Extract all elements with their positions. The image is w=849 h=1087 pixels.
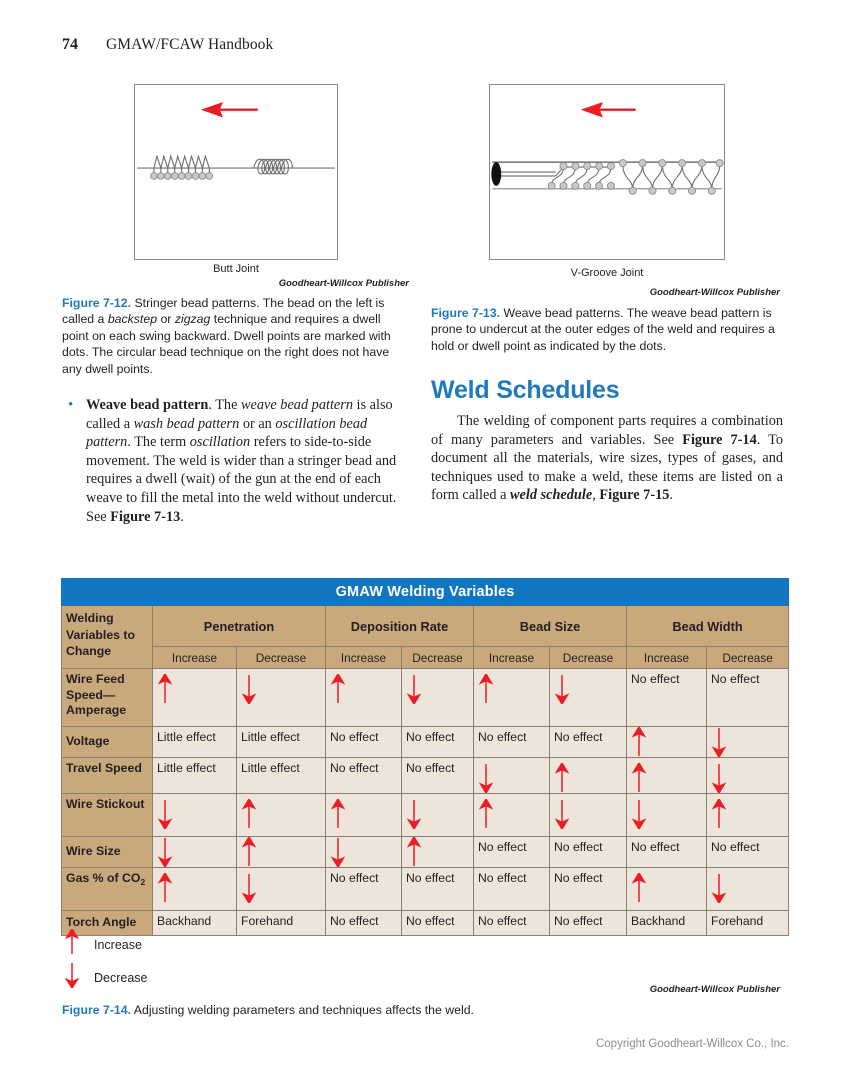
sub-header-penetration-decrease: Decrease (237, 647, 326, 669)
group-header-bead-size: Bead Size (474, 606, 627, 647)
cell-r7-c6: No effect (550, 911, 627, 936)
up-arrow-icon (64, 929, 94, 960)
weave-bead-bullet (68, 396, 412, 526)
down-arrow-icon (241, 873, 257, 903)
table-group-header-row (62, 606, 789, 647)
legend-label-increase: Increase (94, 937, 142, 952)
up-arrow-icon (478, 674, 494, 704)
down-arrow-icon (330, 837, 346, 867)
cell-r5-c7: No effect (627, 837, 707, 868)
cell-r7-c3: No effect (326, 911, 402, 936)
up-arrow-icon (631, 727, 647, 757)
row-header-wire-size: Wire Size (62, 837, 153, 868)
cell-r4-c1 (153, 794, 237, 837)
figure-7-14-caption-number: Figure 7-14. (62, 1003, 132, 1017)
down-arrow-icon (554, 674, 570, 704)
cell-r6-c6: No effect (550, 868, 627, 911)
cell-r6-c4: No effect (402, 868, 474, 911)
travel-direction-arrow (202, 103, 257, 117)
cell-r6-c3: No effect (326, 868, 402, 911)
cell-r1-c2 (237, 669, 326, 727)
down-arrow-icon (711, 727, 727, 757)
table-sub-header-row (62, 647, 789, 669)
up-arrow-icon (157, 674, 173, 704)
cell-r7-c4: No effect (402, 911, 474, 936)
cell-r4-c8 (707, 794, 789, 837)
travel-direction-arrow (582, 103, 635, 117)
cell-r1-c7: No effect (627, 669, 707, 727)
table-row (62, 794, 789, 837)
down-arrow-icon (157, 837, 173, 867)
table-row (62, 758, 789, 794)
cell-r6-c1 (153, 868, 237, 911)
weave-bead-diagram (490, 85, 724, 259)
cell-r4-c6 (550, 794, 627, 837)
cell-r4-c7 (627, 794, 707, 837)
section-heading-weld-schedules: Weld Schedules (431, 376, 620, 404)
cell-r1-c6 (550, 669, 627, 727)
up-arrow-icon (478, 799, 494, 829)
up-arrow-icon (406, 837, 422, 867)
cell-r3-c4: No effect (402, 758, 474, 794)
figure-7-14-caption (62, 1002, 662, 1018)
table-row (62, 727, 789, 758)
page-title: GMAW/FCAW Handbook (106, 36, 274, 53)
group-header-deposition-rate: Deposition Rate (326, 606, 474, 647)
up-arrow-icon (631, 763, 647, 793)
electrode-start (491, 162, 501, 186)
down-arrow-icon (631, 799, 647, 829)
up-arrow-icon (157, 873, 173, 903)
figure-7-14-caption-text: Adjusting welding parameters and techniques affects the weld. (133, 1003, 474, 1017)
cell-r2-c8 (707, 727, 789, 758)
figure-7-12-caption-text: Stringer bead patterns. The bead on the left is called a backstep or zigzag technique and requires a dwell point on each swing backward. Dwell points are marked with dots. The circular bead technique on the right does not have any dwell points. (62, 296, 391, 376)
up-arrow-icon (241, 837, 257, 867)
down-arrow-icon (406, 799, 422, 829)
cell-r6-c5: No effect (474, 868, 550, 911)
cell-r5-c4 (402, 837, 474, 868)
down-arrow-icon (711, 763, 727, 793)
backstep-bead-pattern (154, 156, 209, 174)
cell-r1-c4 (402, 669, 474, 727)
dwell-point-dots (151, 173, 213, 180)
cell-r3-c2: Little effect (237, 758, 326, 794)
stringer-bead-diagram (135, 85, 337, 259)
cell-r2-c1: Little effect (153, 727, 237, 758)
row-header-voltage: Voltage (62, 727, 153, 758)
table-title-row (62, 579, 789, 606)
legend-label-decrease: Decrease (94, 970, 148, 985)
cell-r4-c3 (326, 794, 402, 837)
cell-r4-c4 (402, 794, 474, 837)
sub-header-deposition-decrease: Decrease (402, 647, 474, 669)
copyright-notice: Copyright Goodheart-Willcox Co., Inc. (595, 1038, 789, 1050)
cell-r1-c3 (326, 669, 402, 727)
cell-r4-c2 (237, 794, 326, 837)
figure-7-13-joint-label: V-Groove Joint (570, 267, 644, 279)
figure-7-13-caption-text: Weave bead patterns. The weave bead pattern is prone to undercut at the outer edges of the weld and requires a hold or dwell point as indicated by the dots. (431, 306, 775, 353)
down-arrow-icon (711, 873, 727, 903)
row-header-travel-speed: Travel Speed (62, 758, 153, 794)
gmaw-welding-variables-table (61, 578, 789, 936)
table-corner-header: Welding Variables to Change (62, 606, 153, 669)
cell-r7-c5: No effect (474, 911, 550, 936)
sub-header-penetration-increase: Increase (153, 647, 237, 669)
cell-r7-c2: Forehand (237, 911, 326, 936)
down-arrow-icon (241, 674, 257, 704)
legend-item-increase (64, 928, 148, 961)
cell-r2-c7 (627, 727, 707, 758)
figure-7-13-caption (431, 305, 783, 354)
row-header-torch-angle: Torch Angle (62, 911, 153, 936)
cell-r3-c3: No effect (326, 758, 402, 794)
running-head (62, 36, 273, 54)
sub-header-deposition-increase: Increase (326, 647, 402, 669)
figure-7-12-credit: Goodheart-Willcox Publisher (278, 278, 409, 289)
up-arrow-icon (330, 799, 346, 829)
table-row (62, 669, 789, 727)
legend-item-decrease (64, 961, 148, 994)
cell-r5-c8: No effect (707, 837, 789, 868)
cell-r5-c1 (153, 837, 237, 868)
narrow-weave-pattern (552, 167, 611, 185)
cell-r5-c6: No effect (550, 837, 627, 868)
cell-r3-c8 (707, 758, 789, 794)
table-row (62, 837, 789, 868)
down-arrow-icon (64, 962, 94, 993)
cell-r1-c1 (153, 669, 237, 727)
table-title: GMAW Welding Variables (62, 579, 789, 606)
wide-weave-pattern (623, 164, 720, 190)
figure-7-12-caption (62, 295, 410, 377)
cell-r5-c5: No effect (474, 837, 550, 868)
cell-r3-c7 (627, 758, 707, 794)
down-arrow-icon (554, 799, 570, 829)
up-arrow-icon (330, 674, 346, 704)
cell-r6-c2 (237, 868, 326, 911)
cell-r2-c5: No effect (474, 727, 550, 758)
group-header-bead-width: Bead Width (627, 606, 789, 647)
down-arrow-icon (157, 799, 173, 829)
cell-r5-c2 (237, 837, 326, 868)
table-row (62, 868, 789, 911)
cell-r1-c5 (474, 669, 550, 727)
section-body-weld-schedules: The welding of component parts requires a combination of many parameters and variables. See Figure 7-14. To document all the materials, wire sizes, types of gases, and techniques used to make a weld, these items are listed on a form called a weld schedule, Figure 7-15. (431, 413, 783, 504)
figure-7-13-caption-number: Figure 7-13. (431, 306, 501, 320)
figure-7-14-credit: Goodheart-Willcox Publisher (649, 984, 780, 995)
bullet-text: Weave bead pattern. The weave bead pattern is also called a wash bead pattern or an oscillation bead pattern. The term oscillation refers to side-to-side movement. The weld is wider than a stringer bead and requires a dwell (wait) of the gun at the end of each weave to fill the metal into the weld without undercut. See Figure 7-13. (86, 397, 397, 525)
up-arrow-icon (711, 799, 727, 829)
figure-7-12-illustration (134, 84, 338, 260)
up-arrow-icon (631, 873, 647, 903)
up-arrow-icon (241, 799, 257, 829)
figure-7-13-credit: Goodheart-Willcox Publisher (649, 287, 780, 298)
down-arrow-icon (478, 763, 494, 793)
sub-header-bead-size-decrease: Decrease (550, 647, 627, 669)
cell-r2-c6: No effect (550, 727, 627, 758)
cell-r4-c5 (474, 794, 550, 837)
table-row (62, 911, 789, 936)
cell-r2-c4: No effect (402, 727, 474, 758)
figure-7-13-illustration (489, 84, 725, 260)
down-arrow-icon (406, 674, 422, 704)
arrow-legend (64, 928, 148, 994)
sub-header-bead-width-increase: Increase (627, 647, 707, 669)
figure-7-12-joint-label: Butt Joint (213, 263, 259, 275)
group-header-penetration: Penetration (153, 606, 326, 647)
row-header-wire-feed-speed-amperage: Wire Feed Speed—Amperage (62, 669, 153, 727)
up-arrow-icon (554, 763, 570, 793)
sub-header-bead-size-increase: Increase (474, 647, 550, 669)
cell-r6-c7 (627, 868, 707, 911)
row-header-gas-of-co2: Gas % of $CO_2$ (62, 868, 153, 911)
cell-r5-c3 (326, 837, 402, 868)
cell-r7-c7: Backhand (627, 911, 707, 936)
bullet-dot-icon: • (68, 397, 74, 413)
cell-r3-c6 (550, 758, 627, 794)
cell-r7-c8: Forehand (707, 911, 789, 936)
circular-bead-pattern (254, 159, 293, 174)
cell-r3-c1: Little effect (153, 758, 237, 794)
page-number: 74 (62, 36, 78, 53)
cell-r3-c5 (474, 758, 550, 794)
figure-7-12-caption-number: Figure 7-12. (62, 296, 132, 310)
cell-r1-c8: No effect (707, 669, 789, 727)
cell-r2-c2: Little effect (237, 727, 326, 758)
cell-r6-c8 (707, 868, 789, 911)
sub-header-bead-width-decrease: Decrease (707, 647, 789, 669)
cell-r2-c3: No effect (326, 727, 402, 758)
cell-r7-c1: Backhand (153, 911, 237, 936)
row-header-wire-stickout: Wire Stickout (62, 794, 153, 837)
